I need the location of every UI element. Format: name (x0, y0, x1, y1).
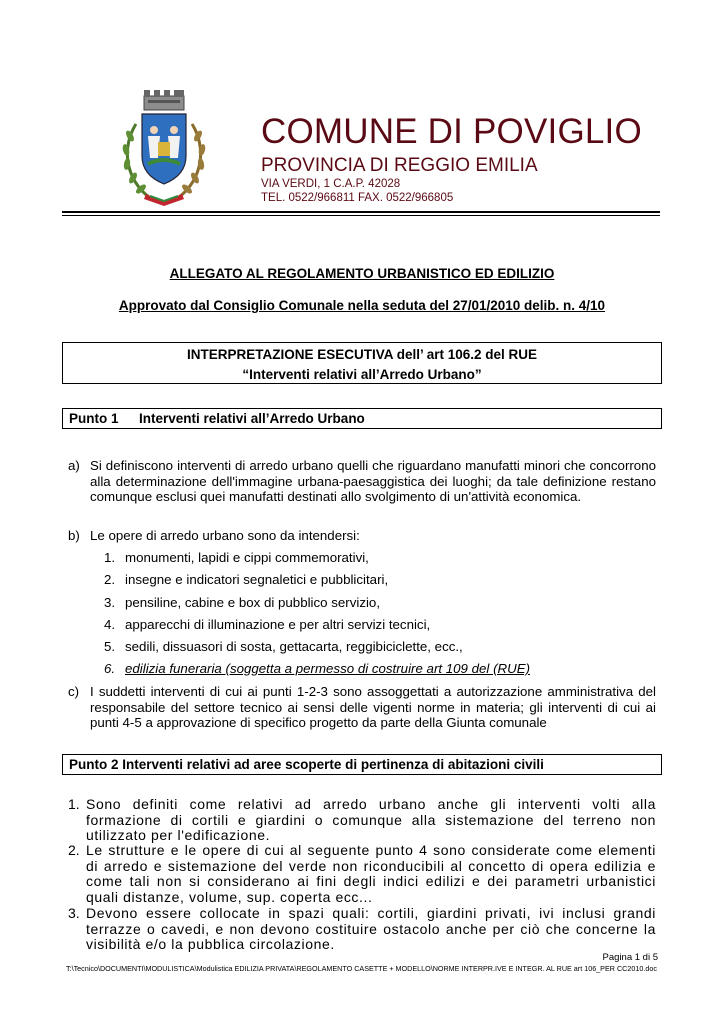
address-line: VIA VERDI, 1 C.A.P. 42028 (261, 178, 401, 190)
punto2-item-3: Devono essere collocate in spazi quali: cortili, giardini privati, ivi inclusi grandi terrazze o cavedi, e non devono costituire ostacolo anche per ciò che concerne la visibilità e/o la pubblica circolazione. (86, 905, 656, 953)
item-a-text: Si definiscono interventi di arredo urbano quelli che riguardano manufatti minori che concorrono alla determinazione dell'immagine urbana-paesaggistica dei luoghi; da tale definizione restano comunque esclusi quei manufatti destinati allo svolgimento di un'attività economica. (90, 458, 656, 505)
item-a-label: a) (68, 458, 80, 473)
document-title: ALLEGATO AL REGOLAMENTO URBANISTICO ED EDILIZIO (169, 266, 555, 281)
interpretation-subtitle: “Interventi relativi all’Arredo Urbano” (242, 367, 482, 382)
interpretation-box (62, 342, 662, 384)
list-item: 4. apparecchi di illuminazione e per altri servizi tecnici, (104, 617, 431, 632)
header-rule-thin (62, 215, 660, 216)
municipality-title: COMUNE DI POVIGLIO (261, 112, 642, 151)
list-number: 2. (68, 842, 80, 858)
interpretation-title: INTERPRETAZIONE ESECUTIVA dell’ art 106.2 del RUE (186, 347, 538, 362)
list-number: 1. (68, 796, 80, 812)
section-header-punto-2 (62, 754, 662, 775)
page-number: Pagina 1 di 5 (602, 952, 658, 963)
file-path: T:\Tecnico\DOCUMENTI\MODULISTICA\Modulistica EDILIZIA PRIVATA\REGOLAMENTO CASETTE + MODELLO\NORME INTERPR.IVE E INTEGR. AL RUE art 106_PER CC2010.doc (66, 964, 657, 973)
list-item: 2. insegne e indicatori segnaletici e pubblicitari, (104, 572, 389, 587)
punto2-item-2: Le strutture e le opere di cui al seguente punto 4 sono considerate come elementi di arredo e sistemazione del verde non riconducibili al concetto di opera edilizia e come tali non si considerano ai fini degli indici edilizi e dei parametri urbanistici quali distanze, volume, sup. coperta ecc... (86, 842, 656, 906)
item-b-text: Le opere di arredo urbano sono da intendersi: (90, 528, 360, 543)
header-rule (62, 211, 660, 213)
municipal-crest-logo (118, 86, 210, 206)
approval-note: Approvato dal Consiglio Comunale nella seduta del 27/01/2010 delib. n. 4/10 (118, 298, 606, 313)
section-title: Interventi relativi all’Arredo Urbano (139, 411, 365, 426)
section-header-punto-1 (62, 408, 662, 429)
section-number: Punto 1 (69, 411, 119, 426)
punto2-item-1: Sono definiti come relativi ad arredo urbano anche gli interventi volti alla formazione di cortili e giardini o comunque alla sistemazione del terreno non utilizzato per l'edificazione. (86, 796, 656, 844)
item-c-text: I suddetti interventi di cui ai punti 1-2-3 sono assoggettati a autorizzazione amministrativa del responsabile del settore tecnico ai sensi delle vigenti norme in materia; gli interventi di cui ai punti 4-5 a approvazione di specifico progetto da parte della Giunta comunale (90, 684, 656, 731)
item-b-label: b) (68, 528, 80, 543)
item-c-label: c) (68, 684, 80, 699)
list-item: 3. pensiline, cabine e box di pubblico servizio, (104, 595, 381, 610)
list-item: 5. sedili, dissuasori di sosta, gettacarta, reggibiciclette, ecc., (104, 639, 463, 654)
section-title: Punto 2 Interventi relativi ad aree scoperte di pertinenza di abitazioni civili (69, 757, 544, 772)
phone-line: TEL. 0522/966811 FAX. 0522/966805 (261, 192, 454, 204)
list-item-funeral: 6. edilizia funeraria (soggetta a permesso di costruire art 109 del (RUE) (104, 661, 531, 676)
list-number: 3. (68, 905, 80, 921)
list-item: 1. monumenti, lapidi e cippi commemorativi, (104, 550, 369, 565)
province-subtitle: PROVINCIA DI REGGIO EMILIA (261, 155, 538, 176)
